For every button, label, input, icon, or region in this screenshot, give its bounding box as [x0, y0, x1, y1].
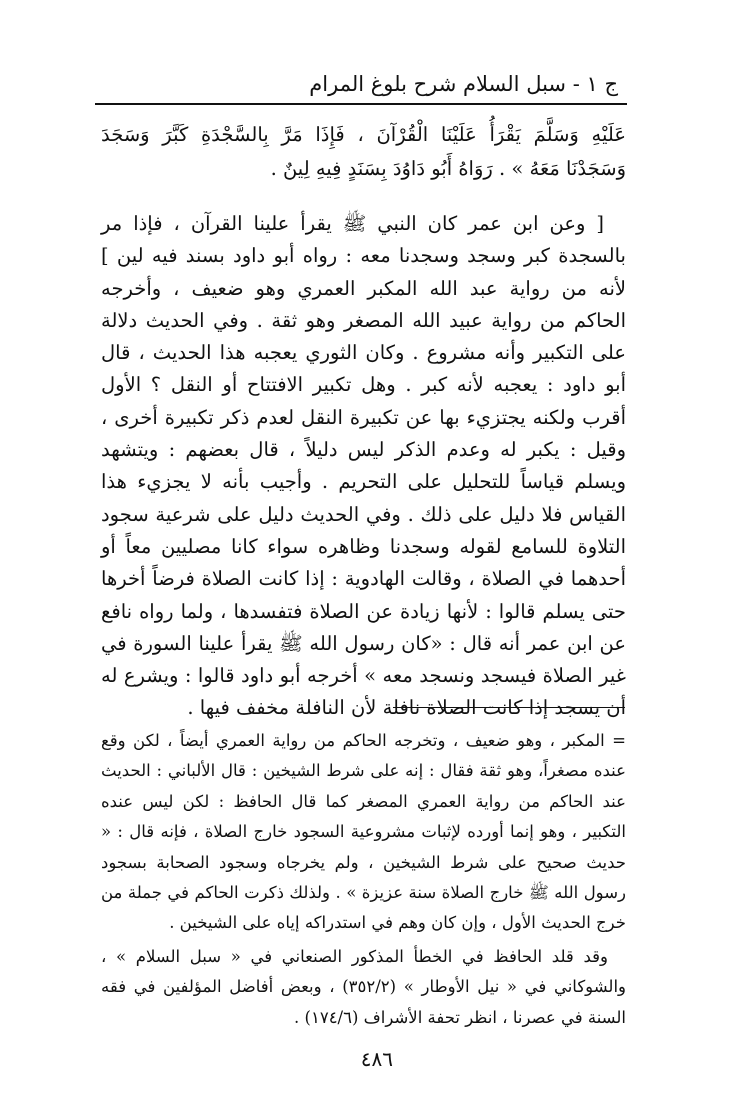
hadith-text-block [101, 118, 626, 186]
footnote-divider [393, 707, 625, 708]
running-header: ج ١ - سبل السلام شرح بلوغ المرام [309, 72, 618, 96]
hadith-text: عَلَيْهِ وَسَلَّمَ يَقْرَأُ عَلَيْنَا الْقُرْآنَ ، فَإِذَا مَرَّ بِالسَّجْدَةِ كَبَّرَ وَسَجَدَ وَسَجَدْنَا مَعَهُ » . رَوَاهُ أَبُو دَاوُدَ بِسَنَدٍ فِيهِ لِينٌ . [101, 123, 626, 180]
commentary-block [101, 208, 626, 725]
footnotes-block [101, 726, 626, 1033]
footnote-first: = المكبر ، وهو ضعيف ، وتخرجه الحاكم من رواية العمري أيضاً ، لكن وقع عنده مصغراً، وهو ثقة فقال : إنه على شرط الشيخين : قال الألباني : الحديث عند الحاكم من رواية العمري المصغر كما قال الحافظ : لكن ليس عنده التكبير ، وهو إنما أورده لإثبات مشروعية السجود خارج الصلاة ، فإنه قال : « حديث صحيح على شرط الشيخين ، ولم يخرجاه وسجود الصحابة بسجود رسول الله ﷺ خارج الصلاة سنة عزيزة » . ولذلك ذكرت الحاكم في جملة من خرج الحديث الأول ، وإن كان وهم في استدراكه إياه على الشيخين . [101, 731, 626, 933]
header-divider [95, 103, 627, 105]
page-number: ٤٨٦ [360, 1047, 393, 1071]
footnote-second: وقد قلد الحافظ في الخطأ المذكور الصنعاني في « سبل السلام » ، والشوكاني في « نيل الأوطار » (٣٥٢/٢) ، وبعض أفاضل المؤلفين في فقه السنة في عصرنا ، انظر تحفة الأشراف (١٧٤/٦) . [101, 946, 626, 1027]
commentary-paragraph: [ وعن ابن عمر كان النبي ﷺ يقرأ علينا القرآن ، فإذا مر بالسجدة كبر وسجد وسجدنا معه : رواه أبو داود بسند فيه لين ] لأنه من رواية عبد الله المكبر العمري وهو ضعيف ، وأخرجه الحاكم من رواية عبيد الله المصغر وهو ثقة . وفي الحديث دلالة على التكبير وأنه مشروع . وكان الثوري يعجبه هذا الحديث ، قال أبو داود : يعجبه لأنه كبر . وهل تكبير الافتتاح أو النقل ؟ الأول أقرب ولكنه يجتزيء بها عن تكبيرة النقل لعدم ذكر تكبيرة أخرى ، وقيل : يكبر له وعدم الذكر ليس دليلاً ، قال بعضهم : ويتشهد ويسلم قياساً للتحليل على التحريم . وأجيب بأنه لا يجزيء هذا القياس فلا دليل على ذلك . وفي الحديث دليل على شرعية سجود التلاوة للسامع لقوله وسجدنا وظاهره سواء كانا مصليين معاً أو أحدهما في الصلاة ، وقالت الهادوية : إذا كانت الصلاة فرضاً أخرها حتى يسلم قالوا : لأنها زيادة عن الصلاة فتفسدها ، ولما رواه نافع عن ابن عمر أنه قال : «كان رسول الله ﷺ يقرأ علينا السورة في غير الصلاة فيسجد ونسجد معه » أخرجه أبو داود قالوا : ويشرع له أن يسجد إذا كانت الصلاة نافلة لأن النافلة مخفف فيها . [101, 212, 626, 720]
